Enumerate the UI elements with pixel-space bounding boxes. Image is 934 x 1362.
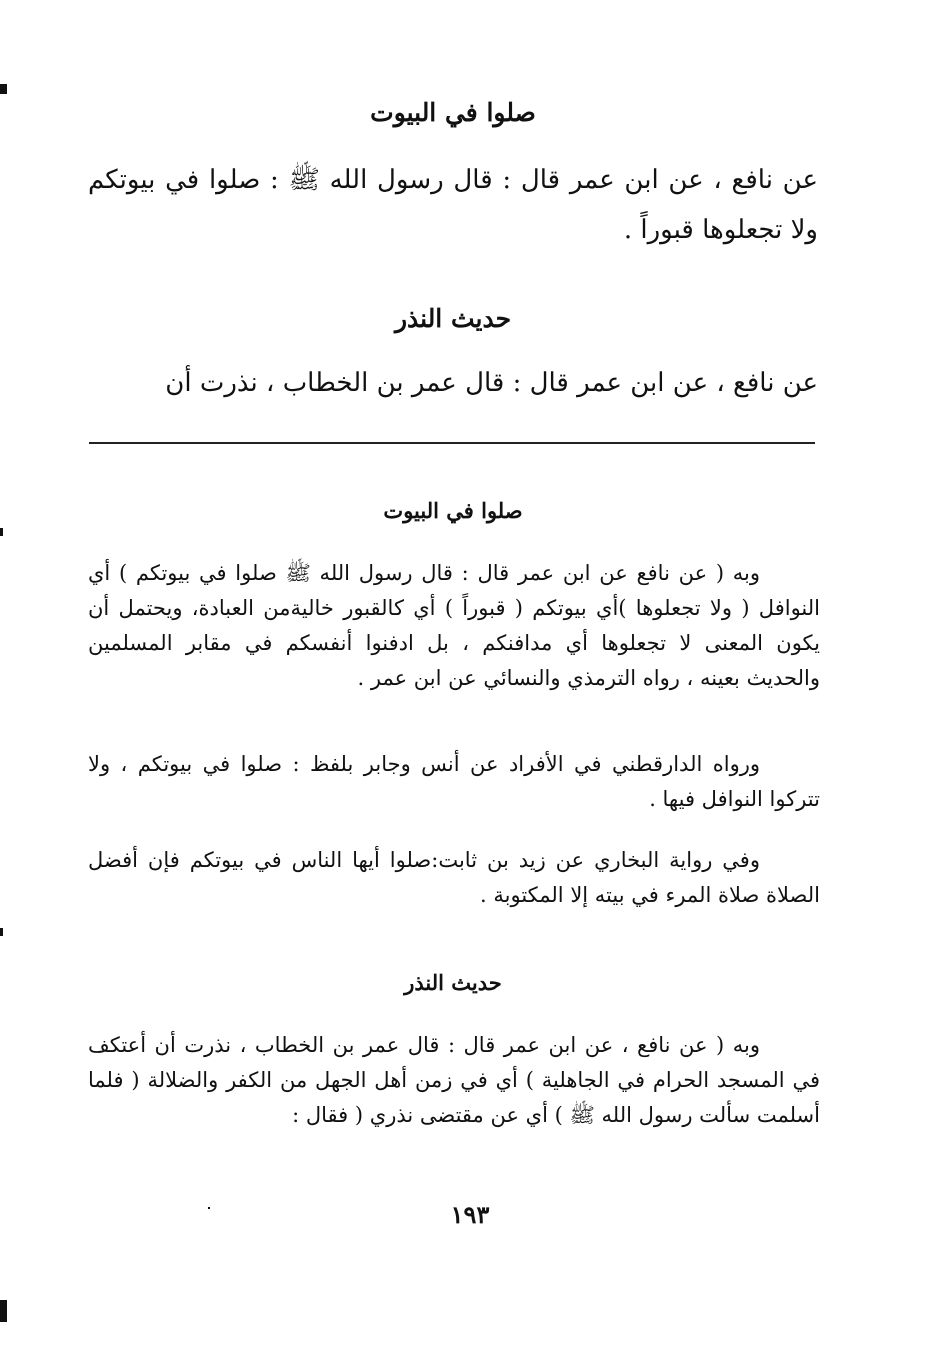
scan-edge-mark-middle (0, 528, 3, 536)
section-divider (89, 442, 815, 444)
upper-hadith-vow: عن نافع ، عن ابن عمر قال : قال عمر بن الخطاب ، نذرت أن (165, 368, 818, 398)
commentary-paragraph-3: وفي رواية البخاري عن زيد بن ثابت:صلوا أيها الناس في بيوتكم فإن أفضل الصلاة صلاة المرء في بيته إلا المكتوبة . (88, 848, 820, 907)
commentary-paragraph-2: ورواه الدارقطني في الأفراد عن أنس وجابر بلفظ : صلوا في بيوتكم ، ولا تتركوا النوافل فيها . (88, 752, 820, 811)
upper-hadith-pray-at-home: عن نافع ، عن ابن عمر قال : قال رسول الله ﷺ : صلوا في بيوتكم ولا تجعلوها قبوراً . (88, 165, 818, 245)
scan-dust-speck (208, 1207, 210, 1209)
scan-edge-mark-top (0, 84, 7, 94)
page-number: ١٩٣ (450, 1200, 490, 1229)
upper-heading-vow-hadith: حديث النذر (394, 304, 512, 333)
scan-edge-mark-lower (0, 928, 3, 936)
lower-heading-pray-at-home: صلوا في البيوت (383, 498, 523, 523)
commentary-paragraph-1: وبه ( عن نافع عن ابن عمر قال : قال رسول الله ﷺ صلوا في بيوتكم ) أي النوافل ( ولا تجعلوها )أي بيوتكم ( قبوراً ) أي كالقبور خاليةمن العبادة، ويحتمل أن يكون المعنى لا تجعلوها أي مدافنكم ، بل ادفنوا أنفسكم في مقابر المسلمين والحديث بعينه ، رواه الترمذي والنسائي عن ابن عمر . (88, 561, 820, 690)
upper-heading-pray-at-home: صلوا في البيوت (370, 98, 536, 127)
lower-heading-vow-hadith: حديث النذر (404, 970, 502, 995)
scan-edge-mark-bottom (0, 1300, 7, 1322)
commentary-paragraph-4: وبه ( عن نافع ، عن ابن عمر قال : قال عمر بن الخطاب ، نذرت أن أعتكف في المسجد الحرام في الجاهلية ) أي في زمن أهل الجهل من الكفر والضلالة ( فلما أسلمت سألت رسول الله ﷺ ) أي عن مقتضى نذري ( فقال : (88, 1033, 820, 1127)
